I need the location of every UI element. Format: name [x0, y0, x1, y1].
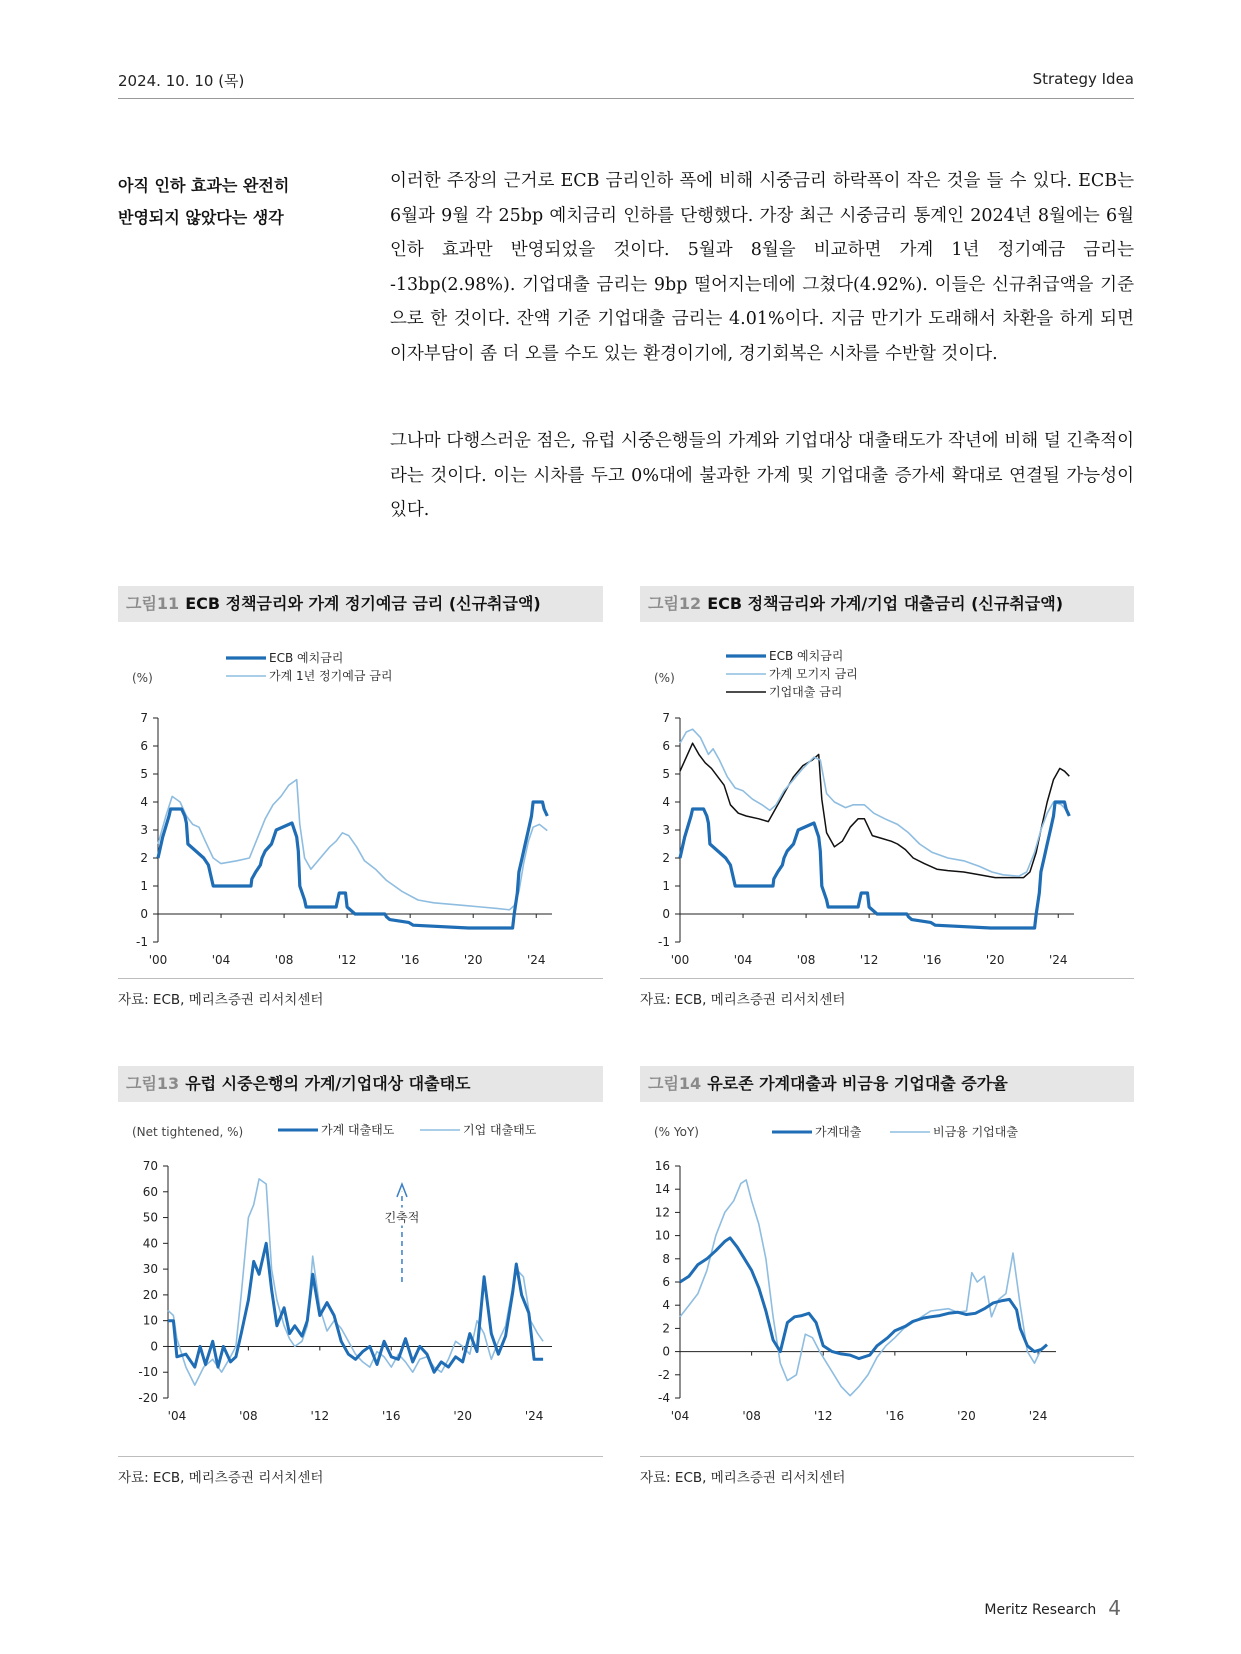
figure-11-title-bar: [118, 586, 603, 622]
figure-number: 그림13: [126, 1074, 180, 1093]
x-tick-label: '24: [1048, 953, 1068, 967]
series-line: [680, 802, 1069, 928]
x-tick-label: '04: [211, 953, 231, 967]
x-tick-label: '04: [167, 1409, 187, 1423]
header-rule: [118, 98, 1134, 99]
x-tick-label: '08: [796, 953, 816, 967]
y-tick-label: 10: [654, 1228, 670, 1243]
footer-brand: Meritz Research: [984, 1602, 1097, 1618]
y-tick-label: 0: [150, 1339, 158, 1354]
figure-14-title-bar: [640, 1066, 1134, 1102]
x-tick-label: '08: [239, 1409, 258, 1423]
figure-number: 그림11: [126, 594, 180, 613]
y-tick-label: -10: [138, 1365, 158, 1380]
legend-label: 기업 대출태도: [463, 1123, 537, 1137]
y-tick-label: 16: [654, 1159, 670, 1173]
figure-title: ECB 정책금리와 가계/기업 대출금리 (신규취급액): [707, 594, 1064, 613]
figure-title: 유로존 가계대출과 비금융 기업대출 증가율: [707, 1074, 1008, 1093]
y-tick-label: 1: [140, 879, 148, 893]
figure-11-source: 자료: ECB, 메리츠증권 리서치센터: [118, 992, 324, 1008]
y-tick-label: -20: [138, 1391, 158, 1405]
side-heading-line-2: 반영되지 않았다는 생각: [118, 208, 284, 227]
y-tick-label: 2: [140, 851, 148, 865]
y-tick-label: 3: [662, 823, 670, 837]
y-tick-label: 2: [662, 851, 670, 865]
figure-number: 그림12: [648, 594, 702, 613]
x-tick-label: '12: [337, 953, 357, 967]
legend-label: ECB 예치금리: [769, 649, 844, 663]
figure-12-source: 자료: ECB, 메리츠증권 리서치센터: [640, 992, 846, 1008]
x-tick-label: '20: [453, 1409, 472, 1423]
figure-number: 그림14: [648, 1074, 702, 1093]
series-line: [680, 1180, 1047, 1396]
legend-label: 가계 모기지 금리: [769, 667, 858, 681]
body-paragraph-2: [390, 424, 1134, 528]
legend-label: 가계대출: [815, 1125, 862, 1139]
x-tick-label: '20: [957, 1409, 976, 1423]
legend-label: ECB 예치금리: [269, 651, 344, 665]
x-tick-label: '16: [400, 953, 420, 967]
y-tick-label: 6: [662, 1275, 670, 1289]
series-line: [680, 729, 1069, 876]
figure-14-source: 자료: ECB, 메리츠증권 리서치센터: [640, 1470, 846, 1486]
y-tick-label: 20: [142, 1287, 158, 1302]
series-line: [158, 780, 547, 910]
series-line: [680, 743, 1069, 877]
legend-label: 가계 대출태도: [321, 1123, 395, 1137]
side-heading: [118, 170, 289, 234]
header-section: Strategy Idea: [1032, 70, 1134, 88]
y-tick-label: 2: [662, 1321, 670, 1336]
footer: [984, 1596, 1121, 1620]
y-tick-label: 8: [662, 1251, 670, 1266]
figure-title: 유럽 시중은행의 가계/기업대상 대출태도: [185, 1074, 471, 1093]
y-tick-label: 12: [654, 1205, 670, 1220]
y-tick-label: 5: [662, 767, 670, 781]
y-tick-label: 4: [662, 1298, 670, 1313]
y-tick-label: 50: [142, 1210, 158, 1225]
figure-13-title-bar: [118, 1066, 603, 1102]
y-tick-label: 7: [140, 711, 148, 725]
figure-14-chart: [640, 1106, 1134, 1456]
y-tick-label: 3: [140, 823, 148, 837]
y-tick-label: 5: [140, 767, 148, 781]
figure-13-chart: [118, 1106, 603, 1456]
y-tick-label: 10: [142, 1313, 158, 1328]
y-tick-label: -1: [658, 935, 670, 949]
y-tick-label: 14: [654, 1182, 670, 1197]
figure-14-rule: [640, 1456, 1134, 1457]
series-line: [158, 802, 547, 928]
y-tick-label: 60: [142, 1184, 158, 1199]
annotation-label: 긴축적: [384, 1210, 420, 1225]
x-tick-label: '04: [733, 953, 753, 967]
x-tick-label: '16: [922, 953, 942, 967]
x-tick-label: '16: [885, 1409, 905, 1423]
y-tick-label: 70: [142, 1159, 158, 1173]
header-date: 2024. 10. 10 (목): [118, 72, 245, 90]
x-tick-label: '12: [813, 1409, 833, 1423]
x-tick-label: '00: [148, 953, 168, 967]
figure-11-chart: [118, 626, 603, 976]
legend-label: 가계 1년 정기예금 금리: [269, 669, 393, 683]
y-tick-label: 30: [142, 1262, 158, 1277]
x-tick-label: '00: [670, 953, 690, 967]
y-tick-label: 0: [140, 907, 148, 921]
y-tick-label: 4: [140, 795, 148, 809]
legend-label: 비금융 기업대출: [933, 1125, 1018, 1139]
y-tick-label: 40: [142, 1236, 158, 1251]
x-tick-label: '20: [463, 953, 483, 967]
x-tick-label: '24: [526, 953, 546, 967]
y-tick-label: 6: [662, 739, 670, 753]
figure-12-chart: [640, 626, 1134, 976]
x-tick-label: '24: [1028, 1409, 1048, 1423]
figure-12-rule: [640, 978, 1134, 979]
axis-unit-label: (%): [132, 671, 153, 685]
x-tick-label: '20: [985, 953, 1005, 967]
axis-unit-label: (Net tightened, %): [132, 1125, 244, 1139]
y-tick-label: -4: [658, 1391, 670, 1405]
series-line: [680, 1238, 1047, 1359]
x-tick-label: '04: [670, 1409, 690, 1423]
x-tick-label: '08: [742, 1409, 761, 1423]
body-paragraph-1: [390, 164, 1134, 372]
x-tick-label: '24: [524, 1409, 544, 1423]
series-line: [168, 1179, 543, 1385]
y-tick-label: -1: [136, 935, 148, 949]
figure-13-rule: [118, 1456, 603, 1457]
axis-unit-label: (% YoY): [654, 1125, 699, 1139]
y-tick-label: 0: [662, 1344, 670, 1359]
x-tick-label: '12: [859, 953, 879, 967]
figure-12-title-bar: [640, 586, 1134, 622]
x-tick-label: '08: [274, 953, 294, 967]
y-tick-label: 0: [662, 907, 670, 921]
y-tick-label: 1: [662, 879, 670, 893]
side-heading-line-1: 아직 인하 효과는 완전히: [118, 176, 290, 195]
tightening-arrow-head: [397, 1184, 407, 1197]
legend-label: 기업대출 금리: [769, 685, 843, 699]
y-tick-label: 4: [662, 795, 670, 809]
body-text-1: 이러한 주장의 근거로 ECB 금리인하 폭에 비해 시중금리 하락폭이 작은 것을 들 수 있다. ECB는 6월과 9월 각 25bp 예치금리 인하를 단행했다. 가장 최근 시중금리 통계인 2024년 8월에는 6월 인하 효과만 반영되었을 것이다. 5월과 8월을 비교하면 가계 1년 정기예금 금리는 -13bp(2.98%). 기업대출 금리는 9bp 떨어지는데에 그쳤다(4.92%). 이들은 신규취급액을 기준으로 한 것이다. 잔액 기준 기업대출 금리는 4.01%이다. 지금 만기가 도래해서 차환을 하게 되면 이자부담이 좀 더 오를 수도 있는 환경이기에, 경기회복은 시차를 수반할 것이다.: [390, 171, 1134, 364]
body-text-2: 그나마 다행스러운 점은, 유럽 시중은행들의 가계와 기업대상 대출태도가 작년에 비해 덜 긴축적이라는 것이다. 이는 시차를 두고 0%대에 불과한 가계 및 기업대출 증가세 확대로 연결될 가능성이 있다.: [390, 431, 1134, 521]
x-tick-label: '16: [381, 1409, 401, 1423]
y-tick-label: 6: [140, 739, 148, 753]
figure-title: ECB 정책금리와 가계 정기예금 금리 (신규취급액): [185, 594, 541, 613]
y-tick-label: 7: [662, 711, 670, 725]
page-number: 4: [1108, 1596, 1121, 1620]
figure-13-source: 자료: ECB, 메리츠증권 리서치센터: [118, 1470, 324, 1486]
axis-unit-label: (%): [654, 671, 675, 685]
x-tick-label: '12: [310, 1409, 330, 1423]
figure-11-rule: [118, 978, 603, 979]
y-tick-label: -2: [658, 1367, 670, 1382]
